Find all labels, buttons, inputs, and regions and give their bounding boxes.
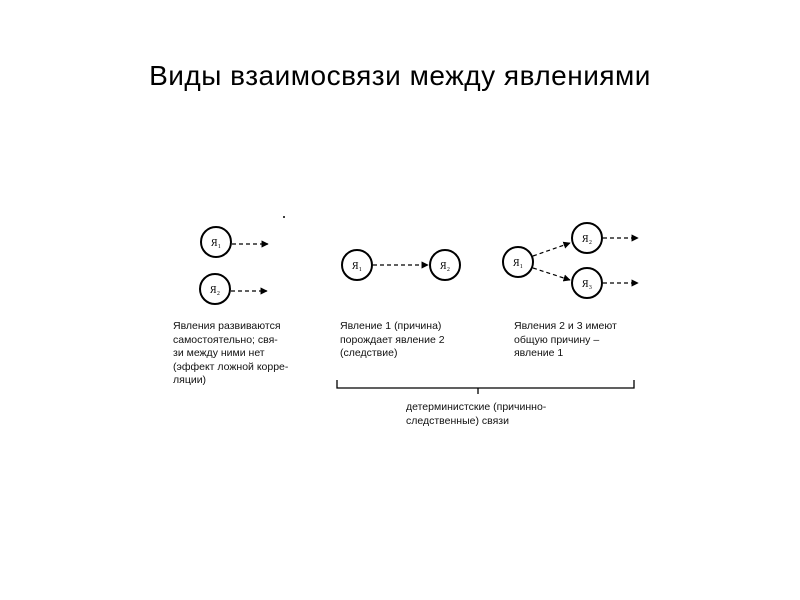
node-label: Я₂ <box>209 285 221 296</box>
panel-cause-effect <box>342 250 460 280</box>
dashed-arrow <box>533 243 570 256</box>
page-title: Виды взаимосвязи между явлениями <box>149 60 651 91</box>
node-label: Я₁ <box>512 258 524 269</box>
speck <box>283 216 285 218</box>
group-bracket <box>337 380 634 388</box>
node-label: Я₁ <box>210 238 222 249</box>
dashed-arrow <box>533 268 570 280</box>
node-label: Я₂ <box>439 261 451 272</box>
caption-cause-effect: Явление 1 (причина) порождает явление 2 (следствие) <box>340 320 445 359</box>
node-label: Я₂ <box>581 234 593 245</box>
panel-independent <box>200 216 285 304</box>
caption-common-cause: Явления 2 и 3 имеют общую причину – явление 1 <box>514 320 617 359</box>
caption-independent: Явления развиваются самостоятельно; свя- зи между ними нет (эффект ложной корре- ляции) <box>173 320 289 386</box>
node-label: Я₃ <box>581 279 593 290</box>
group-label: детерминистские (причинно- следственные) связи <box>406 401 547 427</box>
node-label: Я₁ <box>351 261 363 272</box>
panel-common-cause <box>503 223 638 298</box>
